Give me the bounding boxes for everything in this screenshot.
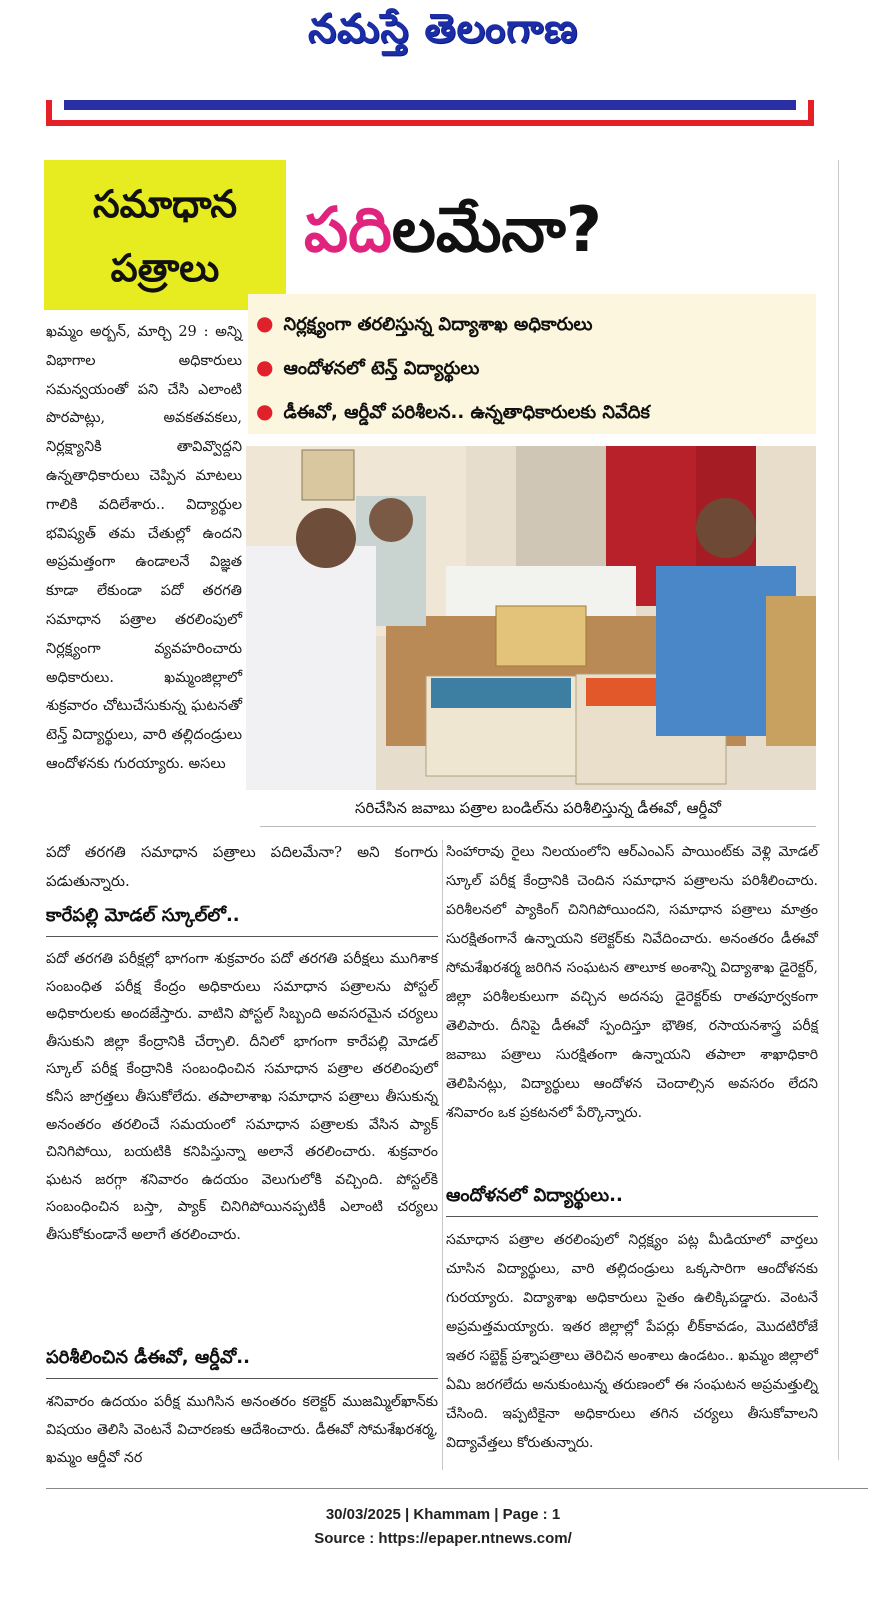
section-1-heading: కారేపల్లి మోడల్ స్కూల్‌లో..: [46, 905, 240, 926]
section-1: [46, 902, 438, 1250]
highlight-item: ● డీఈవో, ఆర్డీవో పరిశీలన.. ఉన్నతాధికారులకు నివేదిక: [256, 399, 650, 423]
column-divider-right: [838, 160, 839, 1460]
kicker-line-1: సమాధాన: [92, 182, 238, 226]
bullet-dot-icon: ●: [256, 355, 274, 379]
highlight-item: ● నిర్లక్ష్యంగా తరలిస్తున్న విద్యాశాఖ అధికారులు: [256, 311, 593, 335]
section-3-underline: [446, 1216, 818, 1217]
highlights-box: [248, 294, 816, 434]
highlight-item: ● ఆందోళనలో టెన్త్ విద్యార్థులు: [256, 355, 480, 379]
section-3-text: సమాధాన పత్రాల తరలింపులో నిర్లక్ష్యం పట్ల మీడియాలో వార్తలు చూసిన విద్యార్థులు, వారి తల్లిదండ్రులు ఒక్కసారిగా ఆందోళనకు గురయ్యారు. విద్యాశాఖ అధికారులు సైతం ఉలిక్కిపడ్డారు. వెంటనే అప్రమత్తమయ్యారు. ఇతర జిల్లాల్లో పేపర్లు లీక్‌కావడం, మొదటిరోజే ఇతర సబ్జెక్ట్ ప్రశ్నాపత్రాలు తెరిచిన అంశాలు ఉండటం.. ఖమ్మం జిల్లాలో ఏమి జరగలేదు అనుకుంటున్న తరుణంలో ఈ సంఘటన అప్రమత్తుల్ని చేసింది. ఇప్పటికైనా అధికారులు తగిన చర్యలు తీసుకోవాలని విద్యావేత్తలు కోరుతున్నారు.: [446, 1232, 818, 1451]
dateline: ఖమ్మం అర్బన్, మార్చి 29 :: [46, 324, 209, 340]
bullet-dot-icon: ●: [256, 311, 274, 335]
office-scene-image: [246, 446, 816, 790]
section-3-heading: ఆందోళనలో విద్యార్థులు..: [446, 1185, 623, 1206]
news-photo: [246, 446, 816, 790]
caption-rule: [260, 826, 816, 827]
footer-date-page: 30/03/2025 | Khammam | Page : 1: [325, 1506, 561, 1523]
headline-rest: లమేనా?: [391, 193, 602, 266]
intro-column: [46, 318, 242, 779]
masthead-rule-blue: [64, 100, 796, 110]
section-2-underline: [46, 1378, 438, 1379]
footer-source: Source : https://epaper.ntnews.com/: [314, 1530, 572, 1547]
photo-caption: సరిచేసిన జవాబు పత్రాల బండిల్‌ను పరిశీలిస్తున్న డీఈవో, ఆర్డీవో: [355, 799, 721, 817]
column-2-text: సింహారావు రైలు నిలయంలోని ఆర్‌ఎంఎస్ పాయింట్‌కు వెళ్లి మోడల్ స్కూల్ పరీక్ష కేంద్రానికి చెందిన సమాధాన పత్రాలను పరిశీలించారు. పరిశీలనలో ప్యాకింగ్ చినిగిపోయిందని, సమాధాన పత్రాలు మాత్రం సురక్షితంగానే ఉన్నాయని కలెక్టర్‌కు నివేదించారు. అనంతరం డీఈవో సోమశేఖరశర్మ జరిగిన సంఘటన తాలూక అంశాన్ని విద్యాశాఖ డైరెక్టర్, జిల్లా పరిశీలకులుగా వచ్చిన అదనపు డైరెక్టర్‌కు రాతపూర్వకంగా తెలిపారు. దీనిపై డీఈవో స్పందిస్తూ భౌతిక, రసాయనశాస్త్ర పరీక్ష జవాబు పత్రాలు సురక్షితంగా ఉన్నాయని తపాలా శాఖాధికారి తెలిపినట్లు, విద్యార్థులు ఆందోళన చెందాల్సిన అవసరం లేదని శనివారం ఒక ప్రకటనలో పేర్కొన్నారు.: [446, 844, 818, 1121]
headline-highlight: పది: [304, 193, 392, 266]
section-1-text: పదో తరగతి పరీక్షల్లో భాగంగా శుక్రవారం పదో తరగతి పరీక్షలు ముగిశాక సంబంధిత పరీక్ష కేంద్రం అధికారులు సమాధాన పత్రాలను పోస్టల్ అధికారులకు అందజేస్తారు. వాటిని పోస్టల్ సిబ్బంది అవసరమైన చర్యలు తీసుకుని జిల్లా కేంద్రానికి చేర్చాలి. దీనిలో భాగంగా కారేపల్లి మోడల్ స్కూల్ పరీక్ష కేంద్రానికి సంబంధించిన సమాధాన పత్రాల తరలింపులో కనీస జాగ్రత్తలు తీసుకోలేదు. తపాలాశాఖ సమాధాన పత్రాలు తీసుకున్న అనంతరం తరలించే సమయంలో సమాధాన పత్రాలకు వేసిన ప్యాక్ చినిగిపోయి, బయటికి కనిపిస్తున్నా అలానే తరలించారు. శుక్రవారం ఘటన జరగ్గా శనివారం ఉదయం వెలుగులోకి వచ్చింది. పోస్టల్‌కి సంబంధించిన బస్తా, ప్యాక్ చినిగిపోయినప్పటికీ ఎలాంటి చర్యలు తీసుకోకుండానే అలాగే తరలించారు.: [46, 951, 438, 1243]
intro-paragraph: [46, 318, 242, 779]
section-2: [46, 1344, 438, 1472]
page-bottom-rule: [46, 1488, 868, 1489]
section-3: [446, 1182, 818, 1458]
intro-text: అన్ని విభాగాల అధికారులు సమన్వయంతో పని చేసి ఎలాంటి పొరపాట్లు, అవకతవకలు, నిర్లక్ష్యానికి తావివ్వొద్దని ఉన్నతాధికారులు చెప్పిన మాటలు గాలికి వదిలేశారు.. విద్యార్థుల భవిష్యత్ తమ చేతుల్లో ఉందని అప్రమత్తంగా ఉండాలనే విజ్ఞత కూడా లేకుండా పదో తరగతి సమాధాన పత్రాల తరలింపులో నిర్లక్ష్యంగా వ్యవహరించారు అధికారులు. ఖమ్మంజిల్లాలో శుక్రవారం చోటుచేసుకున్న ఘటనతో టెన్త్ విద్యార్థులు, వారి తల్లిదండ్రులు ఆందోళనకు గురయ్యారు. అసలు: [46, 324, 242, 772]
masthead-title: నమస్తే తెలంగాణ: [307, 6, 579, 52]
column-divider-middle: [442, 840, 443, 1470]
headline: [304, 180, 824, 290]
section-2-text: శనివారం ఉదయం పరీక్ష ముగిసిన అనంతరం కలెక్టర్ ముజమ్మిల్‌ఖాన్‌కు విషయం తెలిసి వెంటనే విచారణకు ఆదేశించారు. డీఈవో సోమశేఖరశర్మ, ఖమ్మం ఆర్డీవో నర: [46, 1394, 438, 1466]
section-1-underline: [46, 936, 438, 937]
intro-continuation: పదో తరగతి సమాధాన పత్రాలు పదిలమేనా? అని కంగారు పడుతున్నారు.: [46, 843, 438, 890]
kicker-line-2: పత్రాలు: [110, 246, 220, 290]
section-2-heading: పరిశీలించిన డీఈవో, ఆర్డీవో..: [46, 1347, 250, 1368]
kicker-box: [44, 160, 286, 310]
bullet-dot-icon: ●: [256, 399, 274, 423]
